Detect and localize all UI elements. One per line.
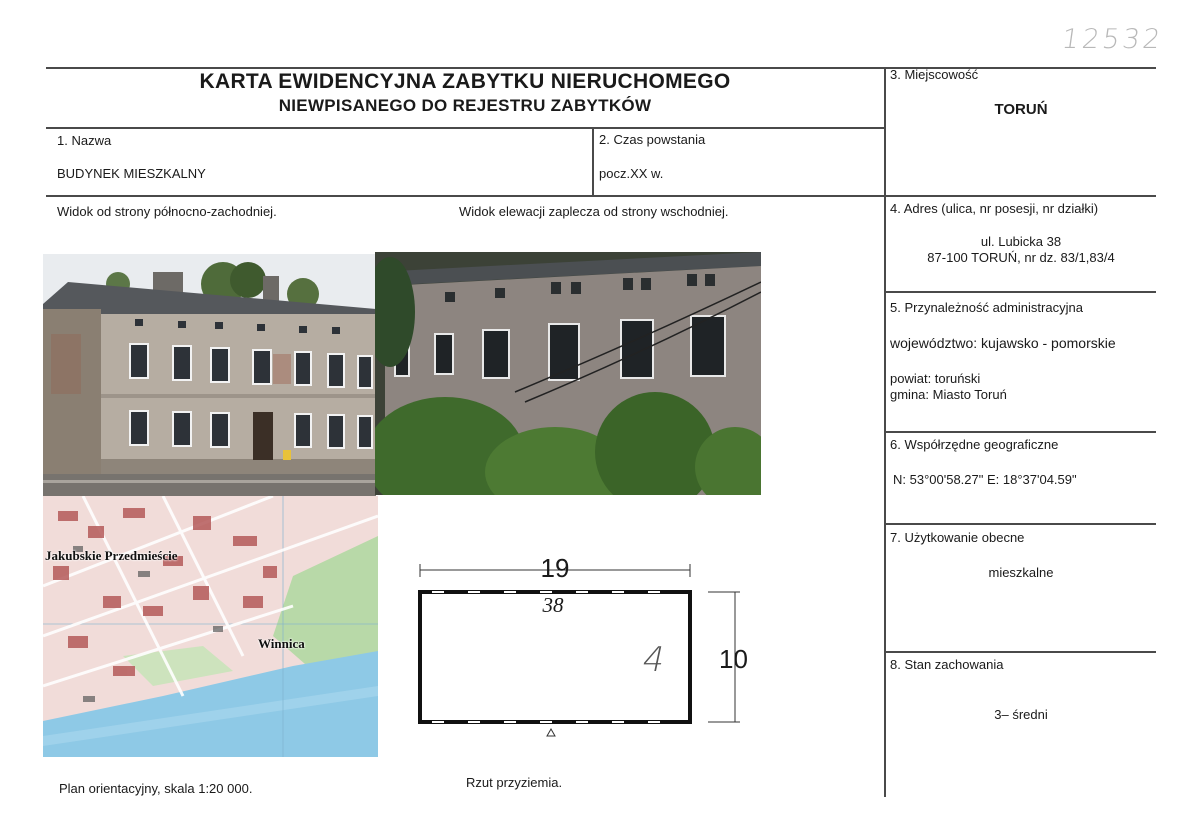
photo-east-rear-view xyxy=(375,252,761,495)
plan-caption: Rzut przyziemia. xyxy=(466,775,563,790)
admin-label: 5. Przynależność administracyjna xyxy=(890,300,1083,315)
admin-commune: gmina: Miasto Toruń xyxy=(890,387,1007,402)
condition-label: 8. Stan zachowania xyxy=(890,657,1004,672)
address-bottom-rule xyxy=(886,291,1156,293)
usage-value: mieszkalne xyxy=(988,565,1054,580)
date-label: 2. Czas powstania xyxy=(599,132,706,147)
name-label: 1. Nazwa xyxy=(57,133,112,148)
admin-county: powiat: toruński xyxy=(890,371,981,386)
photo-northwest-view xyxy=(43,254,376,497)
address-line2: 87-100 TORUŃ, nr dz. 83/1,83/4 xyxy=(927,250,1115,265)
card-title: KARTA EWIDENCYJNA ZABYTKU NIERUCHOMEGO xyxy=(199,70,731,93)
map-caption: Plan orientacyjny, skala 1:20 000. xyxy=(59,781,253,796)
inventory-number: 12532 xyxy=(1059,24,1166,55)
address-label: 4. Adres (ulica, nr posesji, nr działki) xyxy=(890,201,1099,216)
coords-value: N: 53°00'58.27" E: 18°37'04.59" xyxy=(893,472,1077,487)
usage-bottom-rule xyxy=(886,651,1156,653)
title-bottom-rule xyxy=(46,127,884,129)
usage-label: 7. Użytkowanie obecne xyxy=(890,530,1025,545)
date-value: pocz.XX w. xyxy=(599,166,664,181)
condition-value: 3– średni xyxy=(994,707,1048,722)
coords-label: 6. Współrzędne geograficzne xyxy=(890,437,1059,452)
floor-plan-depth-label: 10 xyxy=(719,644,748,674)
name-value: BUDYNEK MIESZKALNY xyxy=(57,166,206,181)
floor-plan-width-label: 19 xyxy=(540,553,570,583)
photo2-caption: Widok elewacji zaplecza od strony wschodniej. xyxy=(459,204,729,219)
orientation-map xyxy=(43,496,378,757)
admin-voivodeship: województwo: kujawsko - pomorskie xyxy=(890,335,1116,351)
card-subtitle: NIEWPISANEGO DO REJESTRU ZABYTKÓW xyxy=(278,96,652,115)
map-label-district1: Jakubskie Przedmieście xyxy=(45,548,178,563)
address-line1: ul. Lubicka 38 xyxy=(980,234,1062,249)
floor-plan-handwritten-mark: 4 xyxy=(638,640,669,680)
name-date-divider xyxy=(592,128,594,196)
locality-label: 3. Miejscowość xyxy=(890,67,979,82)
coords-bottom-rule xyxy=(886,523,1156,525)
top-rule xyxy=(46,67,1156,69)
map-label-district2: Winnica xyxy=(258,636,305,651)
photo1-caption: Widok od strony północno-zachodniej. xyxy=(57,204,277,219)
locality-value: TORUŃ xyxy=(994,101,1048,118)
name-bottom-rule xyxy=(46,195,1156,197)
admin-bottom-rule xyxy=(886,431,1156,433)
floor-plan-number: 38 xyxy=(542,593,564,617)
